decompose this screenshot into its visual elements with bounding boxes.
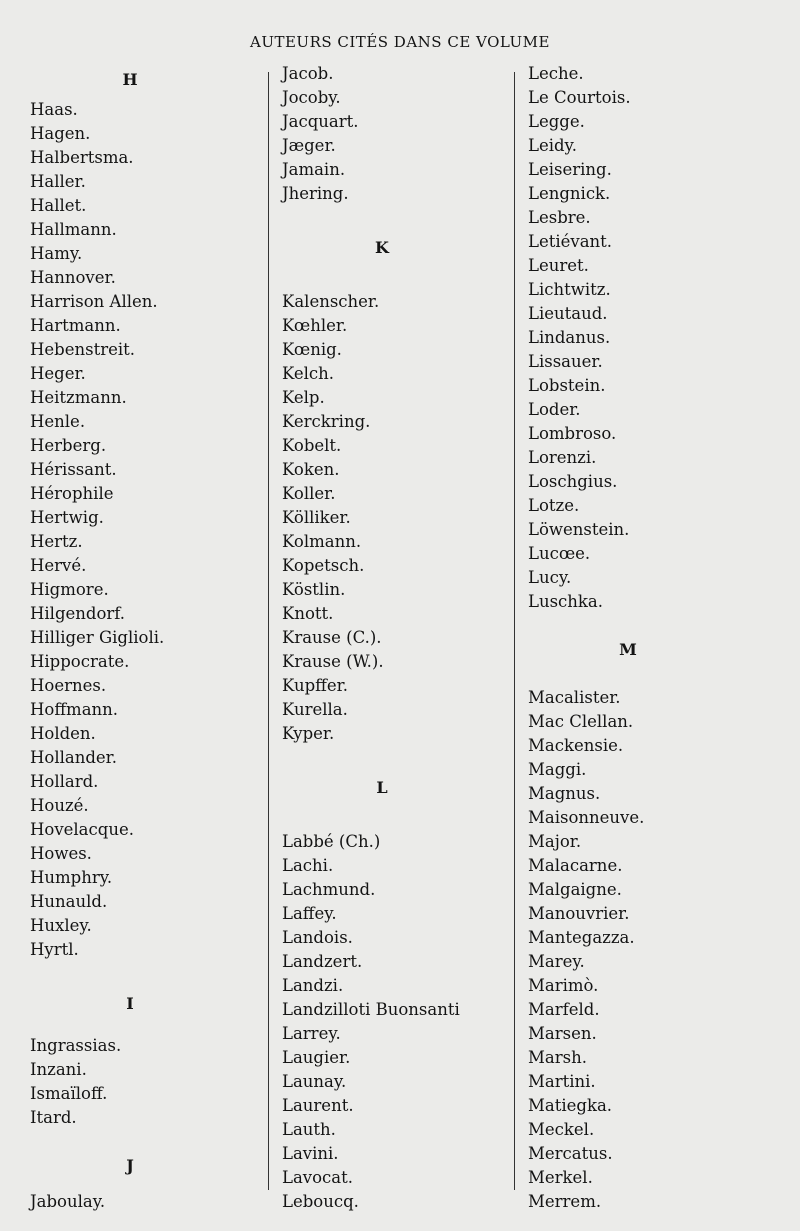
column-divider <box>268 72 269 1190</box>
author-entry: Laurent. <box>282 1096 354 1115</box>
author-entry: Leisering. <box>528 160 612 179</box>
author-entry: Heitzmann. <box>30 388 127 407</box>
author-entry: Mackensie. <box>528 736 624 755</box>
author-entry: Hilgendorf. <box>30 604 126 623</box>
author-entry: Leche. <box>528 64 584 83</box>
author-entry: Heger. <box>30 364 86 383</box>
author-entry: Landzi. <box>282 976 344 995</box>
author-entry: Hollard. <box>30 772 99 791</box>
author-entry: Lissauer. <box>528 352 603 371</box>
author-entry: Jaboulay. <box>30 1192 106 1211</box>
author-entry: Landzert. <box>282 952 363 971</box>
author-entry: Kalenscher. <box>282 292 380 311</box>
author-entry: Lucy. <box>528 568 572 587</box>
letter-heading: K <box>375 238 389 257</box>
author-entry: Hertwig. <box>30 508 104 527</box>
author-entry: Köstlin. <box>282 580 346 599</box>
author-entry: Le Courtois. <box>528 88 631 107</box>
letter-heading: L <box>376 778 388 797</box>
author-entry: Loder. <box>528 400 581 419</box>
author-column-1 <box>30 62 255 1214</box>
letter-heading: M <box>619 640 637 659</box>
author-entry: Kobelt. <box>282 436 342 455</box>
author-entry: Labbé (Ch.) <box>282 832 381 851</box>
author-entry: Lucœe. <box>528 544 591 563</box>
author-entry: Krause (C.). <box>282 628 382 647</box>
author-entry: Hérophile <box>30 484 114 503</box>
letter-heading: J <box>126 1156 134 1175</box>
author-entry: Jacquart. <box>282 112 359 131</box>
author-entry: Howes. <box>30 844 92 863</box>
author-entry: Hebenstreit. <box>30 340 136 359</box>
author-entry: Jacob. <box>282 64 334 83</box>
author-entry: Lengnick. <box>528 184 611 203</box>
author-entry: Marsen. <box>528 1024 597 1043</box>
author-entry: Lesbre. <box>528 208 591 227</box>
author-entry: Loschgius. <box>528 472 618 491</box>
author-entry: Hoffmann. <box>30 700 119 719</box>
author-entry: Koller. <box>282 484 336 503</box>
author-entry: Koken. <box>282 460 340 479</box>
author-entry: Holden. <box>30 724 96 743</box>
column-divider <box>514 72 515 1190</box>
author-entry: Launay. <box>282 1072 347 1091</box>
author-entry: Lobstein. <box>528 376 606 395</box>
author-entry: Hollander. <box>30 748 117 767</box>
author-entry: Lieutaud. <box>528 304 608 323</box>
author-entry: Kelch. <box>282 364 335 383</box>
author-entry: Kopetsch. <box>282 556 365 575</box>
author-entry: Kyper. <box>282 724 335 743</box>
author-entry: Lichtwitz. <box>528 280 611 299</box>
author-entry: Itard. <box>30 1108 77 1127</box>
author-entry: Hunauld. <box>30 892 108 911</box>
author-entry: Landois. <box>282 928 353 947</box>
author-entry: Leidy. <box>528 136 577 155</box>
author-entry: Kœnig. <box>282 340 342 359</box>
author-entry: Meckel. <box>528 1120 595 1139</box>
author-entry: Harrison Allen. <box>30 292 158 311</box>
author-entry: Merkel. <box>528 1168 593 1187</box>
author-entry: Ismaïloff. <box>30 1084 108 1103</box>
author-entry: Kurella. <box>282 700 348 719</box>
author-entry: Hervé. <box>30 556 87 575</box>
author-entry: Halbertsma. <box>30 148 134 167</box>
author-entry: Manouvrier. <box>528 904 630 923</box>
author-entry: Lindanus. <box>528 328 611 347</box>
author-entry: Huxley. <box>30 916 92 935</box>
author-entry: Mantegazza. <box>528 928 635 947</box>
author-entry: Larrey. <box>282 1024 341 1043</box>
author-entry: Letiévant. <box>528 232 613 251</box>
author-entry: Leboucq. <box>282 1192 359 1211</box>
author-entry: Lachi. <box>282 856 334 875</box>
author-entry: Hagen. <box>30 124 91 143</box>
author-entry: Hilliger Giglioli. <box>30 628 165 647</box>
author-entry: Lombroso. <box>528 424 617 443</box>
author-entry: Magnus. <box>528 784 601 803</box>
author-entry: Hartmann. <box>30 316 121 335</box>
author-entry: Kœhler. <box>282 316 348 335</box>
author-entry: Jæger. <box>282 136 336 155</box>
author-entry: Kolmann. <box>282 532 362 551</box>
author-entry: Higmore. <box>30 580 109 599</box>
author-entry: Lotze. <box>528 496 580 515</box>
author-entry: Matiegka. <box>528 1096 613 1115</box>
author-entry: Hoernes. <box>30 676 107 695</box>
page-title: AUTEURS CITÉS DANS CE VOLUME <box>250 33 550 51</box>
author-entry: Legge. <box>528 112 585 131</box>
letter-heading: I <box>126 994 134 1013</box>
author-entry: Martini. <box>528 1072 596 1091</box>
author-entry: Luschka. <box>528 592 603 611</box>
author-entry: Leuret. <box>528 256 589 275</box>
author-entry: Malacarne. <box>528 856 623 875</box>
author-entry: Hyrtl. <box>30 940 79 959</box>
author-entry: Lachmund. <box>282 880 376 899</box>
author-entry: Kölliker. <box>282 508 351 527</box>
author-entry: Haller. <box>30 172 86 191</box>
author-entry: Lauth. <box>282 1120 336 1139</box>
author-entry: Hannover. <box>30 268 116 287</box>
author-entry: Henle. <box>30 412 86 431</box>
author-entry: Hovelacque. <box>30 820 134 839</box>
letter-heading: H <box>122 70 138 89</box>
author-entry: Haas. <box>30 100 78 119</box>
author-entry: Kupffer. <box>282 676 348 695</box>
author-entry: Knott. <box>282 604 334 623</box>
author-entry: Kelp. <box>282 388 325 407</box>
author-entry: Hertz. <box>30 532 83 551</box>
author-entry: Laffey. <box>282 904 337 923</box>
author-entry: Jocoby. <box>282 88 341 107</box>
author-entry: Laugier. <box>282 1048 351 1067</box>
author-entry: Hamy. <box>30 244 83 263</box>
author-entry: Jhering. <box>282 184 349 203</box>
author-entry: Landzilloti Buonsanti <box>282 1000 460 1019</box>
author-entry: Houzé. <box>30 796 89 815</box>
author-entry: Kerckring. <box>282 412 371 431</box>
author-entry: Hérissant. <box>30 460 117 479</box>
author-entry: Merrem. <box>528 1192 602 1211</box>
author-entry: Lavocat. <box>282 1168 354 1187</box>
author-entry: Mercatus. <box>528 1144 613 1163</box>
author-entry: Marsh. <box>528 1048 587 1067</box>
author-entry: Macalister. <box>528 688 621 707</box>
author-entry: Major. <box>528 832 582 851</box>
author-entry: Maisonneuve. <box>528 808 645 827</box>
author-entry: Hippocrate. <box>30 652 130 671</box>
author-entry: Mac Clellan. <box>528 712 634 731</box>
author-entry: Herberg. <box>30 436 107 455</box>
author-entry: Krause (W.). <box>282 652 384 671</box>
author-entry: Humphry. <box>30 868 113 887</box>
author-column-2 <box>282 62 507 1214</box>
author-column-3 <box>528 62 793 1214</box>
author-entry: Malgaigne. <box>528 880 622 899</box>
author-entry: Marey. <box>528 952 585 971</box>
author-entry: Löwenstein. <box>528 520 630 539</box>
author-entry: Maggi. <box>528 760 587 779</box>
author-entry: Marimò. <box>528 976 599 995</box>
author-entry: Jamain. <box>282 160 346 179</box>
author-entry: Inzani. <box>30 1060 87 1079</box>
author-entry: Marfeld. <box>528 1000 600 1019</box>
author-entry: Lorenzi. <box>528 448 597 467</box>
author-entry: Hallet. <box>30 196 87 215</box>
author-entry: Hallmann. <box>30 220 117 239</box>
author-entry: Lavini. <box>282 1144 339 1163</box>
author-entry: Ingrassias. <box>30 1036 122 1055</box>
